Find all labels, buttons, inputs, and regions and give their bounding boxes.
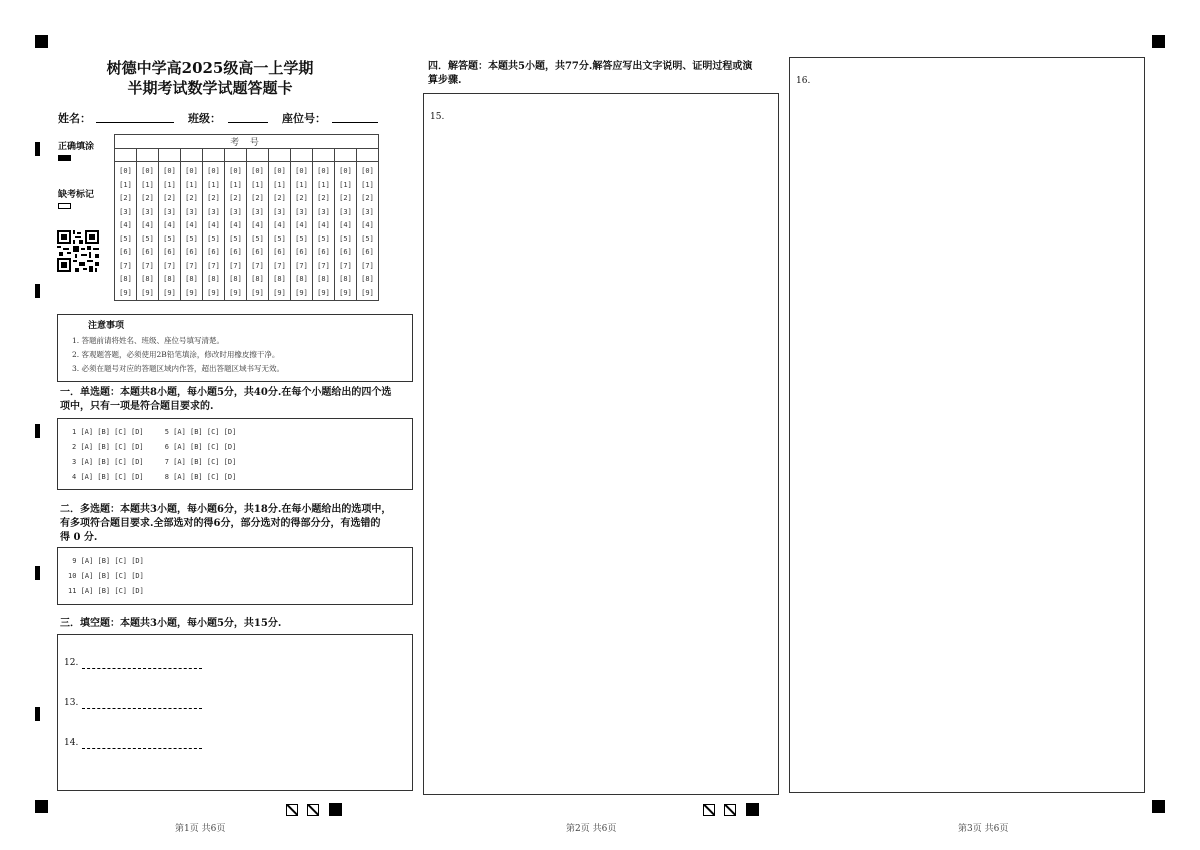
digit-bubble[interactable]: [5] [273, 234, 286, 243]
qr-code-icon [57, 230, 99, 272]
digit-bubble[interactable]: [5] [317, 234, 330, 243]
exam-number-write-cell[interactable] [247, 149, 269, 162]
section3-heading: 三．填空题：本题共3小题，每小题5分，共15分. [60, 618, 282, 629]
timing-mark [35, 566, 40, 580]
digit-bubble[interactable]: [7] [361, 261, 374, 270]
digit-bubble[interactable]: [2] [163, 194, 176, 202]
digit-bubble[interactable]: [9] [229, 288, 242, 297]
exam-number-write-cell[interactable] [357, 149, 379, 162]
digit-bubble[interactable]: [2] [185, 194, 198, 202]
exam-number-digit-column[interactable] [247, 162, 269, 301]
digit-bubble[interactable]: [1] [141, 180, 154, 189]
digit-bubble[interactable]: [9] [295, 288, 308, 297]
multiple-choice-box [57, 547, 413, 605]
digit-bubble[interactable]: [4] [295, 221, 308, 229]
exam-number-write-cell[interactable] [137, 149, 159, 162]
exam-number-write-cell[interactable] [269, 149, 291, 162]
digit-bubble[interactable]: [0] [361, 167, 374, 175]
digit-bubble[interactable]: [6] [229, 248, 242, 256]
digit-bubble[interactable]: [4] [273, 221, 286, 229]
digit-bubble[interactable]: [5] [141, 234, 154, 243]
digit-bubble[interactable]: [4] [141, 221, 154, 229]
name-label: 姓名： [58, 112, 91, 125]
exam-number-grid [114, 134, 379, 301]
page-footer: 第2页 共6页 [566, 824, 617, 834]
digit-bubble[interactable]: [8] [185, 275, 198, 283]
digit-bubble[interactable]: [6] [251, 248, 264, 256]
digit-bubble[interactable]: [1] [251, 180, 264, 189]
page-footer: 第1页 共6页 [175, 824, 226, 834]
registration-mark [35, 35, 48, 48]
digit-bubble[interactable]: [2] [273, 194, 286, 202]
exam-number-digit-column[interactable] [291, 162, 313, 301]
seat-label: 座位号： [282, 112, 326, 125]
single-choice-box [57, 418, 413, 490]
digit-bubble[interactable]: [3] [163, 207, 176, 216]
digit-bubble[interactable]: [8] [273, 275, 286, 283]
digit-bubble[interactable]: [0] [163, 167, 176, 175]
digit-bubble[interactable]: [3] [119, 207, 132, 216]
digit-bubble[interactable]: [5] [295, 234, 308, 243]
answer-bubble-row[interactable]: 4 [A] [B] [C] [D] 8 [A] [B] [C] [D] [72, 473, 237, 481]
page-id-mark [329, 803, 342, 816]
digit-bubble[interactable]: [6] [295, 248, 308, 256]
digit-bubble[interactable]: [8] [141, 275, 154, 283]
digit-bubble[interactable]: [3] [295, 207, 308, 216]
exam-number-digit-column[interactable] [115, 162, 137, 301]
digit-bubble[interactable]: [5] [119, 234, 132, 243]
digit-bubble[interactable]: [1] [361, 180, 374, 189]
digit-bubble[interactable]: [6] [273, 248, 286, 256]
digit-bubble[interactable]: [8] [119, 275, 132, 283]
absent-mark-label: 缺考标记 [58, 190, 95, 200]
digit-bubble[interactable]: [3] [273, 207, 286, 216]
digit-bubble[interactable]: [6] [361, 248, 374, 256]
answer-area-16[interactable] [789, 57, 1145, 793]
timing-mark [35, 142, 40, 156]
digit-bubble[interactable]: [3] [317, 207, 330, 216]
digit-bubble[interactable]: [6] [119, 248, 132, 256]
digit-bubble[interactable]: [3] [339, 207, 352, 216]
digit-bubble[interactable]: [7] [207, 261, 220, 270]
digit-bubble[interactable]: [6] [141, 248, 154, 256]
digit-bubble[interactable]: [9] [339, 288, 352, 297]
digit-bubble[interactable]: [4] [119, 221, 132, 229]
digit-bubble[interactable]: [1] [339, 180, 352, 189]
exam-number-digit-column[interactable] [313, 162, 335, 301]
exam-number-digit-column[interactable] [159, 162, 181, 301]
digit-bubble[interactable]: [6] [185, 248, 198, 256]
digit-bubble[interactable]: [1] [229, 180, 242, 189]
digit-bubble[interactable]: [0] [207, 167, 220, 175]
section4-heading-cont: 算步骤. [428, 75, 462, 86]
notice-title: 注意事项 [88, 321, 125, 331]
digit-bubble[interactable]: [7] [273, 261, 286, 270]
exam-number-write-cell[interactable] [335, 149, 357, 162]
class-field[interactable] [228, 122, 268, 123]
digit-bubble[interactable]: [9] [119, 288, 132, 297]
page-id-mark [724, 804, 736, 816]
question-number: 16. [796, 76, 811, 86]
digit-bubble[interactable]: [4] [185, 221, 198, 229]
class-label: 班级： [188, 112, 221, 125]
exam-number-digit-column[interactable] [203, 162, 225, 301]
registration-mark [35, 800, 48, 813]
answer-area-15[interactable] [423, 93, 779, 795]
digit-bubble[interactable]: [6] [207, 248, 220, 256]
digit-bubble[interactable]: [9] [361, 288, 374, 297]
page-id-mark [746, 803, 759, 816]
digit-bubble[interactable]: [5] [339, 234, 352, 243]
digit-bubble[interactable]: [6] [339, 248, 352, 256]
timing-mark [35, 424, 40, 438]
digit-bubble[interactable]: [8] [229, 275, 242, 283]
answer-blank-13[interactable] [82, 708, 202, 709]
digit-bubble[interactable]: [4] [229, 221, 242, 229]
digit-bubble[interactable]: [9] [207, 288, 220, 297]
notice-item: 2. 客观题答题，必须使用2B铅笔填涂，修改时用橡皮擦干净。 [72, 350, 280, 359]
digit-bubble[interactable]: [4] [251, 221, 264, 229]
digit-bubble[interactable]: [7] [251, 261, 264, 270]
digit-bubble[interactable]: [6] [163, 248, 176, 256]
exam-number-digit-column[interactable] [357, 162, 379, 301]
digit-bubble[interactable]: [4] [163, 221, 176, 229]
digit-bubble[interactable]: [1] [317, 180, 330, 189]
digit-bubble[interactable]: [7] [339, 261, 352, 270]
question-number: 14. [64, 738, 79, 748]
exam-number-digit-column[interactable] [225, 162, 247, 301]
digit-bubble[interactable]: [4] [207, 221, 220, 229]
digit-bubble[interactable]: [1] [163, 180, 176, 189]
digit-bubble[interactable]: [5] [229, 234, 242, 243]
exam-number-write-cell[interactable] [159, 149, 181, 162]
digit-bubble[interactable]: [8] [317, 275, 330, 283]
answer-blank-12[interactable] [82, 668, 202, 669]
digit-bubble[interactable]: [0] [317, 167, 330, 175]
seat-field[interactable] [332, 122, 378, 123]
section2-heading: 二．多选题：本题共3小题，每小题6分，共18分.在每小题给出的选项中， [60, 504, 392, 515]
digit-bubble[interactable]: [0] [339, 167, 352, 175]
fill-blank-box [57, 634, 413, 791]
exam-number-write-cell[interactable] [181, 149, 203, 162]
digit-bubble[interactable]: [2] [119, 194, 132, 202]
exam-number-header: 考 号 [115, 135, 379, 149]
page-id-mark [703, 804, 715, 816]
registration-mark [1152, 35, 1165, 48]
digit-bubble[interactable]: [4] [339, 221, 352, 229]
digit-bubble[interactable]: [9] [273, 288, 286, 297]
digit-bubble[interactable]: [5] [163, 234, 176, 243]
section4-heading: 四．解答题：本题共5小题，共77分.解答应写出文字说明、证明过程或演 [428, 61, 753, 72]
correct-fill-sample [58, 155, 71, 161]
question-number: 13. [64, 698, 79, 708]
digit-bubble[interactable]: [5] [207, 234, 220, 243]
digit-bubble[interactable]: [7] [141, 261, 154, 270]
section1-heading-cont: 项中，只有一项是符合题目要求的. [60, 401, 214, 412]
answer-bubble-row[interactable]: 10 [A] [B] [C] [D] [68, 572, 144, 580]
digit-bubble[interactable]: [1] [295, 180, 308, 189]
digit-bubble[interactable]: [7] [185, 261, 198, 270]
notice-box [57, 314, 413, 382]
answer-bubble-row[interactable]: 9 [A] [B] [C] [D] [68, 557, 144, 565]
digit-bubble[interactable]: [5] [185, 234, 198, 243]
correct-fill-label: 正确填涂 [58, 142, 95, 152]
exam-number-write-cell[interactable] [203, 149, 225, 162]
digit-bubble[interactable]: [4] [361, 221, 374, 229]
digit-bubble[interactable]: [9] [163, 288, 176, 297]
section1-heading: 一．单选题：本题共8小题，每小题5分，共40分.在每个小题给出的四个选 [60, 387, 392, 398]
digit-bubble[interactable]: [0] [119, 167, 132, 175]
digit-bubble[interactable]: [9] [251, 288, 264, 297]
digit-bubble[interactable]: [5] [251, 234, 264, 243]
digit-bubble[interactable]: [8] [163, 275, 176, 283]
digit-bubble[interactable]: [9] [141, 288, 154, 297]
exam-number-write-cell[interactable] [225, 149, 247, 162]
digit-bubble[interactable]: [8] [207, 275, 220, 283]
digit-bubble[interactable]: [2] [251, 194, 264, 202]
notice-item: 1. 答题前请将姓名、班级、座位号填写清楚。 [72, 336, 225, 345]
digit-bubble[interactable]: [0] [295, 167, 308, 175]
digit-bubble[interactable]: [5] [361, 234, 374, 243]
digit-bubble[interactable]: [1] [185, 180, 198, 189]
digit-bubble[interactable]: [7] [119, 261, 132, 270]
digit-bubble[interactable]: [2] [317, 194, 330, 202]
digit-bubble[interactable]: [3] [251, 207, 264, 216]
exam-number-digit-column[interactable] [269, 162, 291, 301]
section2-heading-cont: 有多项符合题目要求.全部选对的得6分，部分选对的得部分分，有选错的 [60, 518, 381, 529]
timing-mark [35, 707, 40, 721]
question-number: 12. [64, 658, 79, 668]
digit-bubble[interactable]: [3] [361, 207, 374, 216]
digit-bubble[interactable]: [3] [207, 207, 220, 216]
digit-bubble[interactable]: [8] [251, 275, 264, 283]
name-field[interactable] [96, 122, 174, 123]
digit-bubble[interactable]: [3] [229, 207, 242, 216]
page-footer: 第3页 共6页 [958, 824, 1009, 834]
exam-number-write-cell[interactable] [291, 149, 313, 162]
digit-bubble[interactable]: [8] [361, 275, 374, 283]
digit-bubble[interactable]: [2] [295, 194, 308, 202]
page-subtitle: 半期考试数学试题答题卡 [127, 79, 293, 97]
digit-bubble[interactable]: [6] [317, 248, 330, 256]
digit-bubble[interactable]: [3] [141, 207, 154, 216]
digit-bubble[interactable]: [2] [361, 194, 374, 202]
digit-bubble[interactable]: [7] [229, 261, 242, 270]
digit-bubble[interactable]: [7] [317, 261, 330, 270]
digit-bubble[interactable]: [1] [119, 180, 132, 189]
digit-bubble[interactable]: [2] [141, 194, 154, 202]
digit-bubble[interactable]: [2] [229, 194, 242, 202]
digit-bubble[interactable]: [0] [229, 167, 242, 175]
question-number: 15. [430, 112, 445, 122]
digit-bubble[interactable]: [1] [207, 180, 220, 189]
answer-bubble-row[interactable]: 3 [A] [B] [C] [D] 7 [A] [B] [C] [D] [72, 458, 237, 466]
digit-bubble[interactable]: [8] [295, 275, 308, 283]
exam-number-write-cell[interactable] [313, 149, 335, 162]
answer-bubble-row[interactable]: 2 [A] [B] [C] [D] 6 [A] [B] [C] [D] [72, 443, 237, 451]
digit-bubble[interactable]: [2] [339, 194, 352, 202]
digit-bubble[interactable]: [1] [273, 180, 286, 189]
digit-bubble[interactable]: [0] [185, 167, 198, 175]
notice-item: 3. 必须在题号对应的答题区域内作答，超出答题区域书写无效。 [72, 364, 285, 373]
page-id-mark [307, 804, 319, 816]
exam-number-digit-column[interactable] [181, 162, 203, 301]
exam-number-digit-column[interactable] [335, 162, 357, 301]
digit-bubble[interactable]: [9] [317, 288, 330, 297]
registration-mark [1152, 800, 1165, 813]
absent-checkbox[interactable] [58, 203, 71, 209]
page-id-mark [286, 804, 298, 816]
digit-bubble[interactable]: [3] [185, 207, 198, 216]
digit-bubble[interactable]: [8] [339, 275, 352, 283]
digit-bubble[interactable]: [0] [251, 167, 264, 175]
digit-bubble[interactable]: [0] [273, 167, 286, 175]
digit-bubble[interactable]: [7] [295, 261, 308, 270]
exam-number-digit-column[interactable] [137, 162, 159, 301]
exam-number-write-cell[interactable] [115, 149, 137, 162]
digit-bubble[interactable]: [2] [207, 194, 220, 202]
answer-blank-14[interactable] [82, 748, 202, 749]
answer-bubble-row[interactable]: 11 [A] [B] [C] [D] [68, 587, 144, 595]
digit-bubble[interactable]: [9] [185, 288, 198, 297]
page-title: 树德中学高2025级高一上学期 [106, 59, 314, 77]
section2-heading-cont: 得 0 分. [60, 532, 98, 543]
digit-bubble[interactable]: [4] [317, 221, 330, 229]
digit-bubble[interactable]: [0] [141, 167, 154, 175]
timing-mark [35, 284, 40, 298]
answer-bubble-row[interactable]: 1 [A] [B] [C] [D] 5 [A] [B] [C] [D] [72, 428, 237, 436]
digit-bubble[interactable]: [7] [163, 261, 176, 270]
